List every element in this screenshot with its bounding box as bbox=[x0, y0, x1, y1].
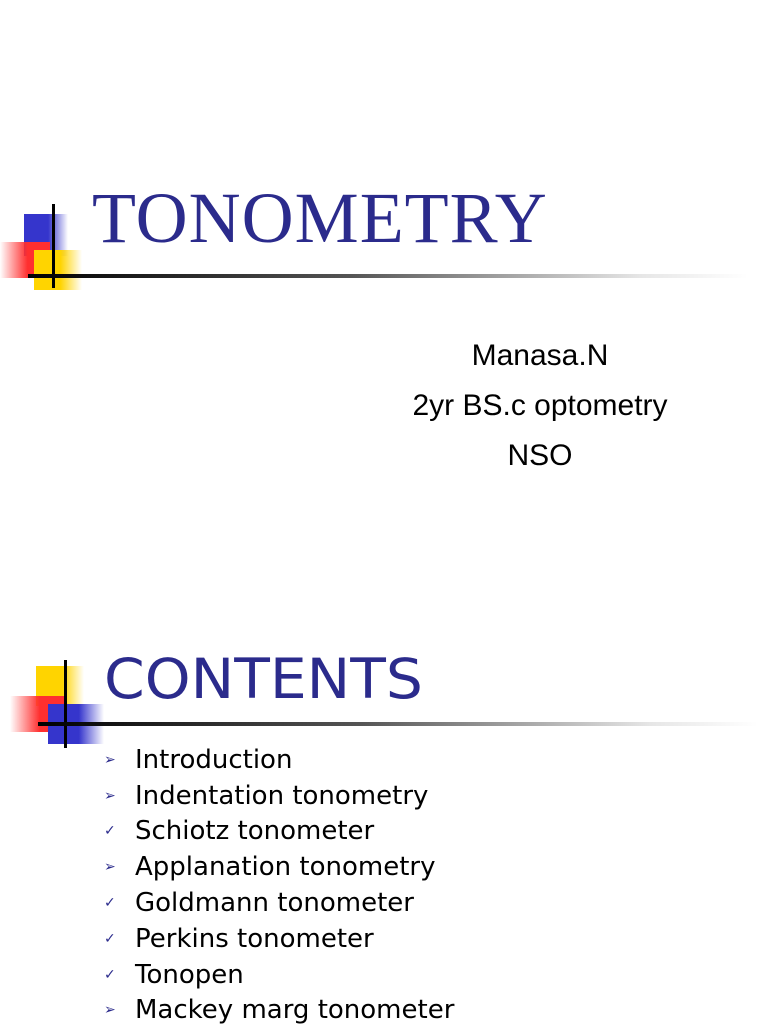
corner-decoration bbox=[0, 656, 110, 756]
author-name: Manasa.N bbox=[471, 339, 609, 372]
list-item-text: Schiotz tonometer bbox=[135, 816, 375, 847]
list-item-text: Perkins tonometer bbox=[135, 923, 374, 954]
yellow-square bbox=[34, 250, 82, 290]
slide-title: TONOMETRY bbox=[92, 178, 548, 258]
list-item bbox=[104, 957, 454, 993]
check-bullet-icon: ✓ bbox=[104, 930, 116, 947]
arrow-bullet-icon: ➢ bbox=[104, 859, 116, 876]
slide-title: CONTENTS bbox=[104, 647, 423, 711]
title-underline bbox=[28, 274, 748, 278]
list-item bbox=[104, 921, 454, 957]
contents-slide bbox=[0, 600, 768, 1024]
list-item-text: Indentation tonometry bbox=[135, 780, 429, 811]
arrow-bullet-icon: ➢ bbox=[104, 1002, 116, 1019]
list-item bbox=[104, 849, 454, 885]
list-item bbox=[104, 885, 454, 921]
arrow-bullet-icon: ➢ bbox=[104, 751, 116, 768]
list-item-text: Tonopen bbox=[135, 959, 244, 990]
vertical-rule bbox=[64, 660, 67, 748]
check-bullet-icon: ✓ bbox=[104, 823, 116, 840]
list-item bbox=[104, 742, 454, 778]
list-item bbox=[104, 993, 454, 1024]
list-item-text: Applanation tonometry bbox=[135, 852, 436, 883]
list-item bbox=[104, 814, 454, 850]
corner-decoration bbox=[0, 200, 100, 300]
course-name: 2yr BS.c optometry bbox=[412, 389, 668, 422]
title-underline bbox=[38, 722, 758, 726]
list-item-text: Goldmann tonometer bbox=[135, 888, 414, 919]
institution-name: NSO bbox=[507, 439, 573, 472]
list-item-text: Introduction bbox=[135, 744, 293, 775]
arrow-bullet-icon: ➢ bbox=[104, 787, 116, 804]
list-item-text: Mackey marg tonometer bbox=[135, 995, 455, 1024]
list-item bbox=[104, 778, 454, 814]
contents-list bbox=[104, 742, 454, 1024]
check-bullet-icon: ✓ bbox=[104, 966, 116, 983]
check-bullet-icon: ✓ bbox=[104, 895, 116, 912]
